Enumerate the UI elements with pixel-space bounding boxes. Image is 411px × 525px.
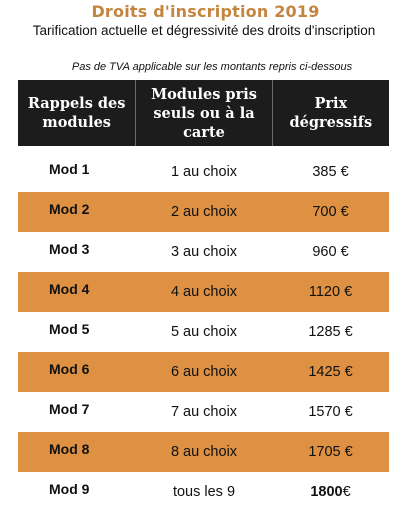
price-value: 385 € <box>312 164 349 180</box>
price-value: 960 € <box>312 244 349 260</box>
table-row <box>18 272 389 312</box>
page-title: Droits d'inscription 2019 <box>91 2 320 21</box>
choice-label: 5 au choix <box>170 324 238 340</box>
choice-label: 1 au choix <box>170 164 238 180</box>
price-amount: 1800 <box>310 484 343 500</box>
module-label: Mod 9 <box>49 481 90 497</box>
table-row <box>18 472 389 512</box>
module-label: Mod 7 <box>49 401 90 417</box>
table-row <box>18 432 389 472</box>
table-row <box>18 192 389 232</box>
price-value <box>272 472 389 512</box>
header-modules: Rappels des modules <box>18 80 136 146</box>
price-value: 1570 € <box>308 404 353 420</box>
price-value: 1425 € <box>308 364 353 380</box>
module-label: Mod 6 <box>49 361 90 377</box>
price-value: 700 € <box>312 204 349 220</box>
table-header <box>18 80 389 146</box>
choice-label: 8 au choix <box>170 444 238 460</box>
price-value: 1705 € <box>308 444 353 460</box>
module-label: Mod 1 <box>49 161 90 177</box>
choice-label: 6 au choix <box>170 364 238 380</box>
choice-label: 7 au choix <box>170 404 238 420</box>
price-value: 1120 € <box>308 284 353 300</box>
module-label: Mod 8 <box>49 441 90 457</box>
choice-label: 3 au choix <box>170 244 238 260</box>
pricing-table <box>18 80 389 512</box>
price-currency: € <box>342 484 351 500</box>
choice-label: 2 au choix <box>170 204 238 220</box>
vat-note: Pas de TVA applicable sur les montants repris ci-dessous <box>71 61 353 73</box>
table-row <box>18 312 389 352</box>
module-label: Mod 3 <box>49 241 90 257</box>
header-choice: Modules pris seuls ou à la carte <box>136 80 272 146</box>
table-row <box>18 152 389 192</box>
table-row <box>18 232 389 272</box>
module-label: Mod 5 <box>49 321 90 337</box>
table-row <box>18 352 389 392</box>
choice-label: tous les 9 <box>172 484 236 500</box>
table-row <box>18 392 389 432</box>
module-label: Mod 2 <box>49 201 90 217</box>
page-subtitle: Tarification actuelle et dégressivité des droits d'inscription <box>32 23 376 38</box>
choice-label: 4 au choix <box>170 284 238 300</box>
header-price: Prix dégressifs <box>289 95 373 131</box>
module-label: Mod 4 <box>49 281 90 297</box>
price-value: 1285 € <box>308 324 353 340</box>
